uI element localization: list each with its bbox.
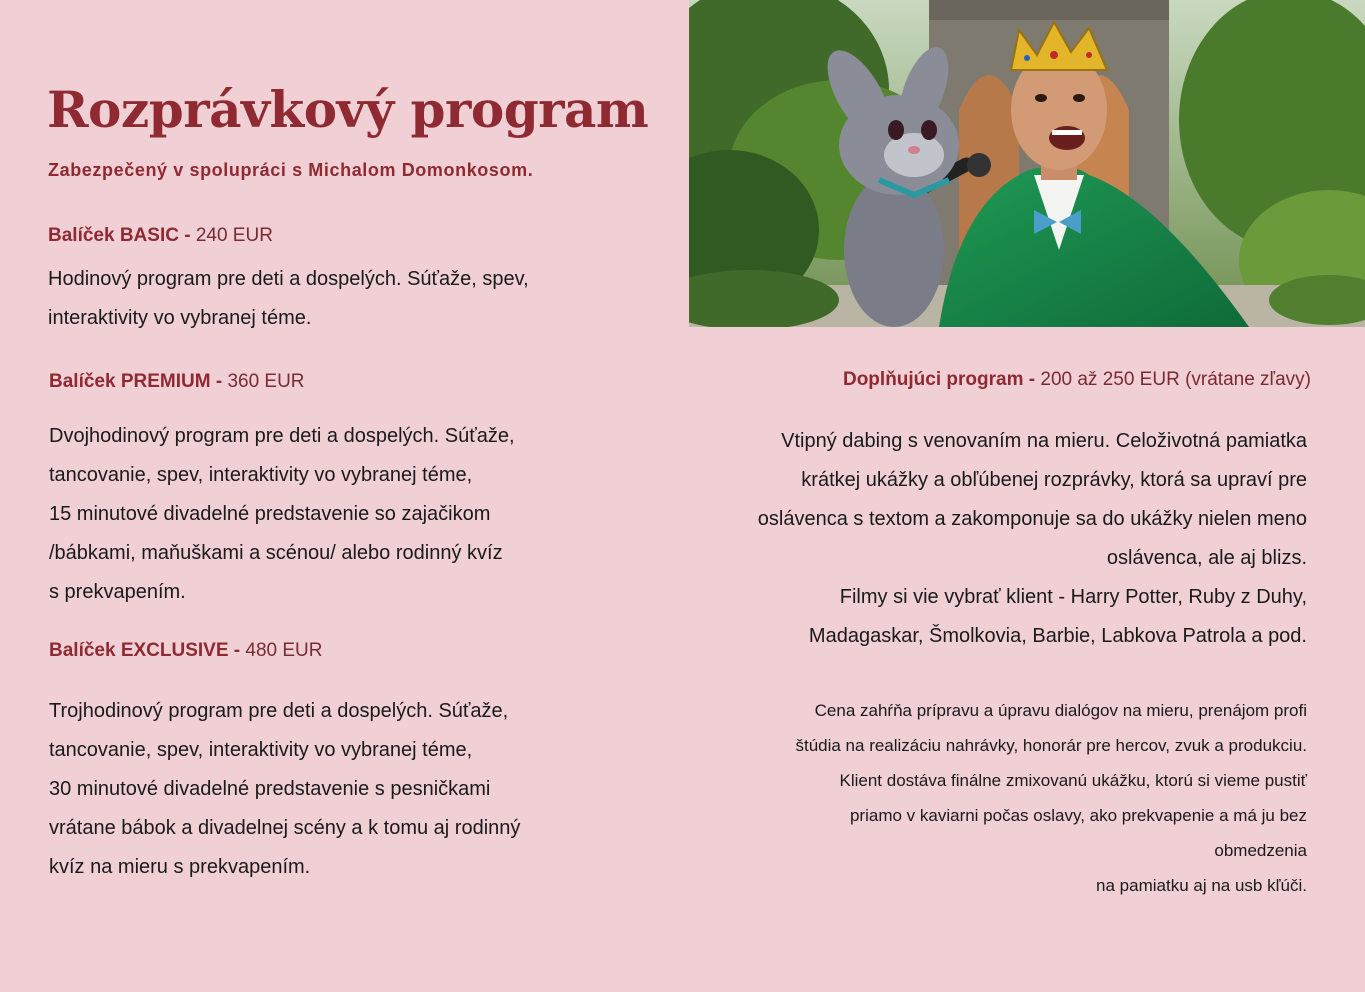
package-basic-heading <box>48 225 273 247</box>
note-line: obmedzenia <box>1214 841 1307 860</box>
package-premium-description <box>49 417 515 612</box>
description-line: Trojhodinový program pre deti a dospelých. Súťaže, <box>49 700 509 722</box>
hero-photo <box>689 0 1365 327</box>
note-line: priamo v kaviarni počas oslavy, ako prekvapenie a má ju bez <box>849 806 1307 825</box>
package-name: Balíček EXCLUSIVE - <box>49 640 241 661</box>
addon-price: 200 až 250 EUR (vrátane zľavy) <box>1040 369 1311 390</box>
note-line: Cena zahŕňa prípravu a úpravu dialógov na mieru, prenájom profi <box>814 701 1307 720</box>
description-line: Vtipný dabing s venovaním na mieru. Celoživotná pamiatka <box>781 430 1307 452</box>
description-line: tancovanie, spev, interaktivity vo vybranej téme, <box>49 464 473 486</box>
addon-heading <box>843 369 1311 391</box>
description-line: oslávenca s textom a zakomponuje sa do ukážky nielen meno <box>757 508 1307 530</box>
description-line: Madagaskar, Šmolkovia, Barbie, Labkova Patrola a pod. <box>808 625 1307 647</box>
package-price: 360 EUR <box>227 371 305 392</box>
page-subtitle: Zabezpečený v spolupráci s Michalom Domonkosom. <box>48 160 534 180</box>
description-line: interaktivity vo vybranej téme. <box>48 307 312 329</box>
description-line: /bábkami, maňuškami a scénou/ alebo rodinný kvíz <box>49 542 503 564</box>
page-title: Rozprávkový program <box>47 80 649 139</box>
addon-name: Doplňujúci program - <box>842 369 1036 390</box>
package-premium-heading <box>49 371 305 393</box>
note-line: na pamiatku aj na usb kľúči. <box>1096 876 1307 895</box>
description-line: 15 minutové divadelné predstavenie so zajačikom <box>49 503 491 525</box>
package-name: Balíček PREMIUM - <box>49 371 223 392</box>
description-line: Dvojhodinový program pre deti a dospelých. Súťaže, <box>49 425 515 447</box>
package-exclusive-description <box>49 692 520 887</box>
description-line: 30 minutové divadelné predstavenie s pesničkami <box>49 778 491 800</box>
description-line: vrátane bábok a divadelnej scény a k tomu aj rodinný <box>49 817 521 839</box>
addon-price-note <box>687 693 1307 903</box>
package-price: 240 EUR <box>195 225 273 246</box>
package-name: Balíček BASIC - <box>48 225 191 246</box>
package-basic-description <box>48 260 529 338</box>
description-line: s prekvapením. <box>49 581 186 603</box>
addon-description <box>687 422 1307 656</box>
description-line: oslávenca, ale aj blizs. <box>1106 547 1307 569</box>
note-line: Klient dostáva finálne zmixovanú ukážku, ktorú si vieme pustiť <box>839 771 1307 790</box>
description-line: Filmy si vie vybrať klient - Harry Potter, Ruby z Duhy, <box>839 586 1307 608</box>
photo-illustration <box>689 0 1365 327</box>
description-line: Hodinový program pre deti a dospelých. Súťaže, spev, <box>48 268 529 290</box>
description-line: krátkej ukážky a obľúbenej rozprávky, ktorá sa upraví pre <box>801 469 1307 491</box>
description-line: tancovanie, spev, interaktivity vo vybranej téme, <box>49 739 473 761</box>
package-price: 480 EUR <box>245 640 323 661</box>
package-exclusive-heading <box>49 640 323 662</box>
note-line: štúdia na realizáciu nahrávky, honorár pre hercov, zvuk a produkciu. <box>795 736 1307 755</box>
description-line: kvíz na mieru s prekvapením. <box>49 856 311 878</box>
